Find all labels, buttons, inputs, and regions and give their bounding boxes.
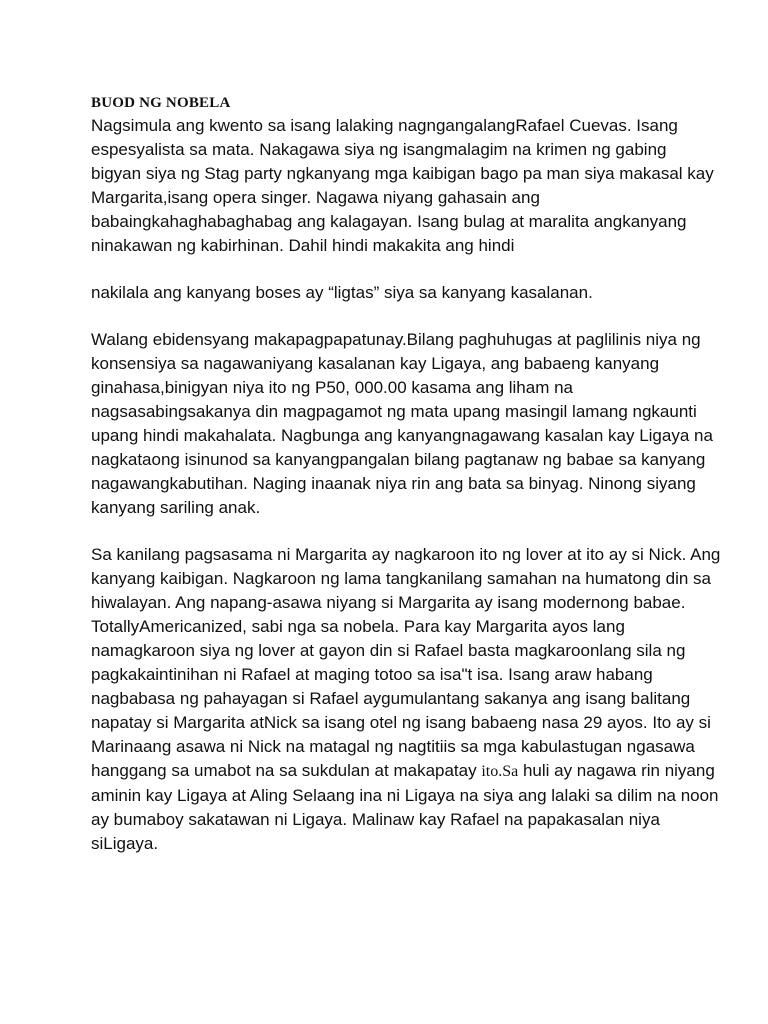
document-title: BUOD NG NOBELA <box>91 95 231 111</box>
paragraph-4-serif-fragment: ito.Sa <box>481 763 519 780</box>
paragraph-1: Nagsimula ang kwento sa isang lalaking nagngangalangRafael Cuevas. Isang espesyalista sa mata. Nakagawa siya ng isangmalagim na krimen ng gabing bigyan siya ng Stag party ngkanyang mga kaibigan bago pa man siya makasal kay Margarita,isang opera singer. Nagawa niyang gahasain ang babaingkahaghabaghabag ang kalagayan. Isang bulag at maralita angkanyang ninakawan ng kabirhinan. Dahil hindi makakita ang hindi <box>91 116 714 255</box>
paragraph-4-text: Sa kanilang pagsasama ni Margarita ay nagkaroon ito ng lover at ito ay si Nick. Ang kanyang kaibigan. Nagkaroon ng lama tangkanilang samahan na humatong din sa hiwalayan. Ang napang-asawa niyang si Margarita ay isang modernong babae. TotallyAmericanized, sabi nga sa nobela. Para kay Margarita ayos lang namagkaroon siya ng lover at gayon din si Rafael basta magkaroonlang sila ng pagkakaintinihan ni Rafael at maging totoo sa isa"t isa. Isang araw habang nagbabasa ng pahayagan si Rafael aygumulantang sakanya ang isang balitang napatay si Margarita atNick sa isang otel ng isang babaeng nasa 29 ayos. Ito ay si Marinaang asawa ni Nick na matagal ng nagtitiis sa mga kabulastugan ngasawa hanggang sa umabot na sa sukdulan at makapatay <box>91 545 721 780</box>
paragraph-3: Walang ebidensyang makapagpapatunay.Bilang paghuhugas at paglilinis niya ng konsensiya sa nagawaniyang kasalanan kay Ligaya, ang babaeng kanyang ginahasa,binigyan niya ito ng P50, 000.00 kasama ang liham na nagsasabingsakanya din magpagamot ng mata upang masingil lamang ngkaunti upang hindi makahalata. Nagbunga ang kanyangnagawang kasalan kay Ligaya na nagkataong isinunod sa kanyangpangalan bilang pagtanaw ng babae sa kanyang nagawangkabutihan. Naging inaanak niya rin ang bata sa binyag. Ninong siyang kanyang sariling anak. <box>91 330 713 517</box>
paragraph-2: nakilala ang kanyang boses ay “ligtas” siya sa kanyang kasalanan. <box>91 283 593 302</box>
paragraph-4-tail: huli ay nagawa rin niyang aminin kay Ligaya at Aling Selaang ina ni Ligaya na siya ang lalaki sa dilim na noon ay bumaboy sakatawan ni Ligaya. Malinaw kay Rafael na papakasalan niya siLigaya. <box>91 761 719 853</box>
document-body <box>91 92 721 856</box>
paragraph-4 <box>91 543 721 856</box>
